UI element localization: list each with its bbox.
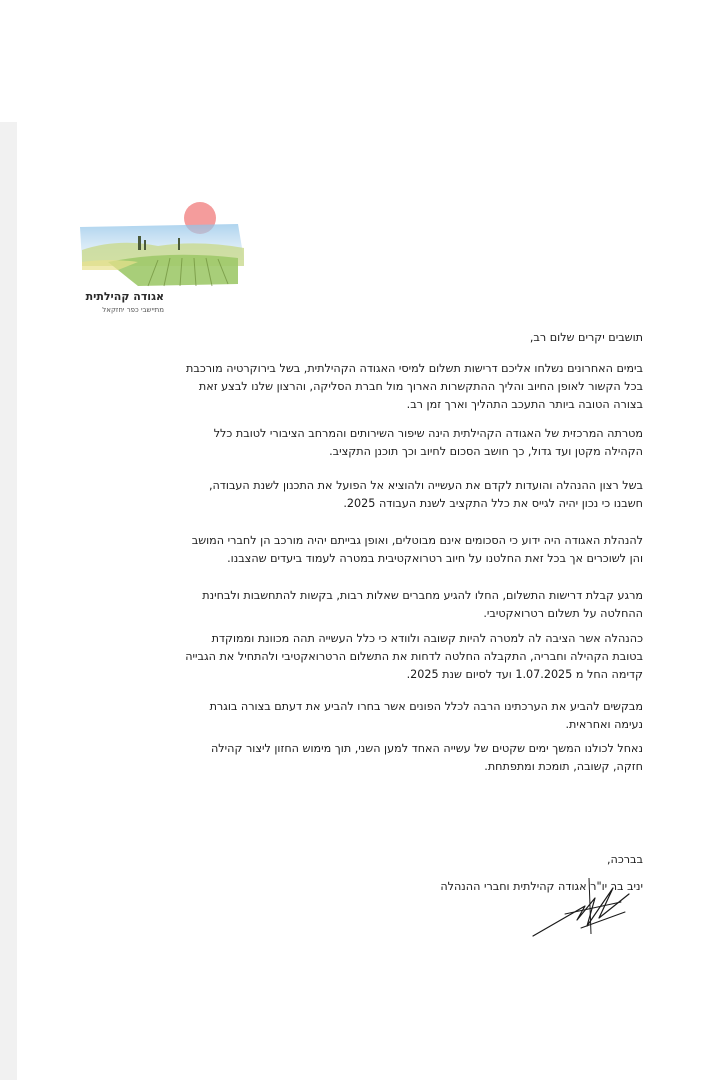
paragraph-4 [192, 532, 643, 568]
paragraph-line: בכל הקשור לאופן החיוב והליך ההתקשרות הארוך מול חברת הסליקה, והרצון שלנו לבצע זאת [198, 380, 643, 393]
paragraph-7 [210, 698, 643, 734]
paragraph-line: חזקה, קשובה, תומכת ומתפתחת. [484, 760, 643, 773]
closing-greeting: בברכה, [606, 853, 643, 866]
paragraph-line: נאחל לכולנו המשך ימים שקטים של עשייה האחד למען השני, תוך מימוש החזון ליצור קהילה [211, 742, 643, 755]
paragraph-line: בטובת הקהילה וחבריה, התקבלה החלטה לדחות את התשלום הרטרואקטיבי ולהתחיל את הגבייה [185, 650, 643, 663]
paragraph-6 [185, 630, 643, 684]
paragraph-1 [186, 360, 643, 414]
paragraph-line: מבקשים להביע את הערכתינו הרבה לכלל הפונים אשר בחרו להביע את דעתם בצורה בוגרת [209, 700, 643, 713]
page-left-edge [0, 122, 17, 1080]
paragraph-2 [214, 425, 643, 461]
paragraph-line: נעימה ואחראית. [565, 718, 643, 731]
paragraph-line: והן לשוכרים אך בכל זאת החלטנו על חיוב רטרואקטיבית במטרה לעמוד ביעדים שהצבנו. [227, 552, 643, 565]
paragraph-line: כהנהלה אשר הציבה לה למטרה להיות קשובה ולוודא כי כלל העשייה תהה מכוונת וממוקדת [211, 632, 643, 645]
handwritten-signature-icon [525, 868, 635, 943]
paragraph-line: בצורה הטובה ביותר התעכב התהליך וארך זמן רב. [406, 398, 643, 411]
logo-subtitle: מתיישבי כפר יחזקאל [102, 306, 164, 314]
top-blank-area [0, 0, 716, 122]
paragraph-line: מרגע קבלת דרישות התשלום, החלו להגיע מחברים שאלות רבות, בקשות להתחשבות ולבחינת [202, 589, 643, 602]
paragraph-8 [211, 740, 643, 776]
paragraph-5 [202, 587, 643, 623]
community-logo [78, 200, 246, 325]
paragraph-line: הקהילה מקטן ועד גדול, כך חושב הסכום לחיוב וכך תוכנן התקציב. [329, 445, 643, 458]
logo-title: אגודה קהילתית [85, 290, 164, 303]
greeting: תושבים יקרים שלום רב, [529, 331, 643, 344]
paragraph-line: קדימה החל מ 1.07.2025 ועד לסיום שנת 2025. [406, 668, 643, 681]
paragraph-line: בשל רצון ההנהלה והועדות לקדם את העשייה ולהוציא אל הפועל את התכנון לשנת העבודה, [208, 479, 643, 492]
paragraph-line: מטרתה המרכזית של האגודה הקהילתית הינה שיפור השירותים והמרחב הציבורי לטובת כלל [213, 427, 643, 440]
paragraph-line: חשבנו כי נכון יהיה לגייס את כלל התקציב לשנת העבודה 2025. [343, 497, 643, 510]
paragraph-3 [209, 477, 643, 513]
paragraph-line: להנהלת האגודה היה ידוע כי הסכומים אינם מבוטלים, ואופן גבייתם יהיה מורכב הן לחברי המושב [191, 534, 643, 547]
signer-line: יניב בר יו"ר אגודה קהילתית וחברי ההנהלה [440, 880, 643, 893]
paragraph-line: ההחלטה על תשלום רטרואקטיבי. [483, 607, 643, 620]
paragraph-line: בימים האחרונים נשלחו אליכם דרישות תשלום למיסי האגודה הקהילתית, בשל בירוקרטיה מורכבת [186, 362, 643, 375]
landscape-logo-icon [78, 200, 246, 290]
